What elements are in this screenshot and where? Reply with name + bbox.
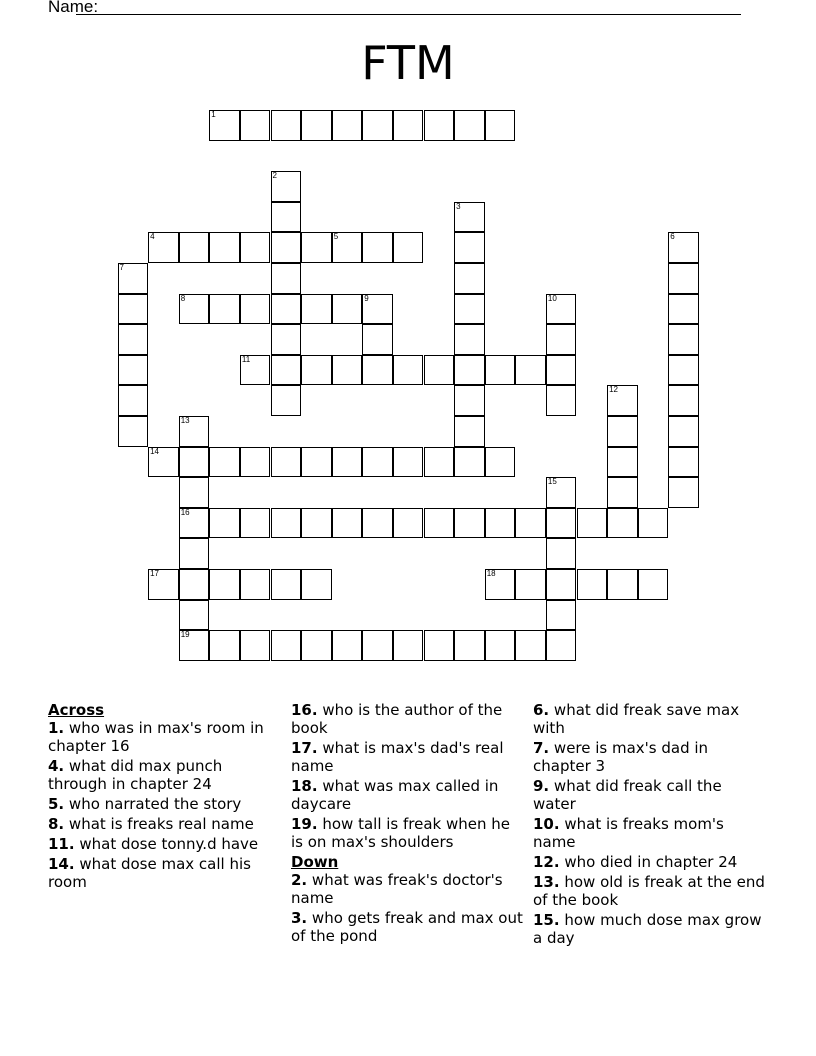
clue-text: what is freaks real name — [68, 815, 254, 833]
clue-number: 9. — [533, 777, 550, 795]
cell-number: 9 — [364, 293, 369, 303]
cell-number: 12 — [609, 385, 618, 395]
grid-cell[interactable] — [546, 508, 577, 539]
grid-cell[interactable] — [424, 447, 455, 478]
clue-item — [48, 855, 280, 891]
grid-cell[interactable] — [393, 355, 424, 386]
clue-item — [48, 795, 280, 813]
cell-number: 15 — [547, 477, 557, 487]
grid-cell[interactable] — [424, 355, 455, 386]
grid-cell[interactable] — [577, 508, 608, 539]
clue-text: who was in max's room in chapter 16 — [48, 719, 264, 755]
grid-cell[interactable] — [362, 294, 393, 325]
grid-cell[interactable] — [301, 569, 332, 600]
cell-number: 4 — [150, 232, 155, 242]
grid-cell[interactable] — [393, 630, 424, 661]
clue-number: 12. — [533, 853, 560, 871]
grid-cell[interactable] — [362, 447, 393, 478]
clue-number: 2. — [291, 871, 308, 889]
grid-cell[interactable] — [668, 232, 699, 263]
grid-cell[interactable] — [209, 447, 240, 478]
grid-cell[interactable] — [118, 416, 149, 447]
grid-cell[interactable] — [118, 324, 149, 355]
grid-cell[interactable] — [546, 385, 577, 416]
grid-cell[interactable] — [301, 294, 332, 325]
clue-text: what was freak's doctor's name — [291, 871, 503, 907]
clue-text: how much dose max grow a day — [533, 911, 762, 947]
clue-item — [291, 777, 523, 813]
clue-number: 5. — [48, 795, 65, 813]
grid-cell[interactable] — [485, 508, 516, 539]
clue-item — [291, 909, 523, 945]
clue-text: what did freak save max with — [533, 701, 740, 737]
grid-cell[interactable] — [485, 110, 516, 141]
grid-cell[interactable] — [393, 447, 424, 478]
clue-number: 19. — [291, 815, 318, 833]
grid-cell[interactable] — [271, 294, 302, 325]
grid-cell[interactable] — [668, 294, 699, 325]
grid-cell[interactable] — [179, 294, 210, 325]
grid-cell[interactable] — [179, 447, 210, 478]
clue-number: 11. — [48, 835, 75, 853]
grid-cell[interactable] — [148, 569, 179, 600]
grid-cell[interactable] — [271, 385, 302, 416]
clue-item — [291, 739, 523, 775]
grid-cell[interactable] — [118, 263, 149, 294]
grid-cell[interactable] — [179, 508, 210, 539]
grid-cell[interactable] — [393, 508, 424, 539]
grid-cell[interactable] — [454, 232, 485, 263]
grid-cell[interactable] — [209, 110, 240, 141]
grid-cell[interactable] — [393, 232, 424, 263]
grid-cell[interactable] — [179, 232, 210, 263]
clue-number: 7. — [533, 739, 550, 757]
grid-cell[interactable] — [577, 569, 608, 600]
clue-text: what did max punch through in chapter 24 — [48, 757, 223, 793]
grid-cell[interactable] — [271, 110, 302, 141]
grid-cell[interactable] — [362, 324, 393, 355]
cell-number: 11 — [241, 354, 251, 364]
grid-cell[interactable] — [240, 110, 271, 141]
grid-cell[interactable] — [209, 508, 240, 539]
clue-number: 8. — [48, 815, 65, 833]
clue-item — [48, 757, 280, 793]
grid-cell[interactable] — [240, 508, 271, 539]
clue-item — [533, 853, 765, 871]
grid-cell[interactable] — [638, 508, 669, 539]
grid-cell[interactable] — [546, 477, 577, 508]
puzzle-title: FTM — [361, 36, 455, 90]
grid-cell[interactable] — [668, 416, 699, 447]
grid-cell[interactable] — [607, 416, 638, 447]
clue-text: what was max called in daycare — [291, 777, 499, 813]
cell-number: 19 — [180, 630, 190, 640]
grid-cell[interactable] — [271, 630, 302, 661]
grid-cell[interactable] — [454, 324, 485, 355]
grid-cell[interactable] — [454, 110, 485, 141]
grid-cell[interactable] — [332, 508, 363, 539]
clue-text: what dose max call his room — [48, 855, 251, 891]
grid-cell[interactable] — [668, 447, 699, 478]
clue-text: who narrated the story — [68, 795, 242, 813]
clue-number: 6. — [533, 701, 550, 719]
clue-text: were is max's dad in chapter 3 — [533, 739, 709, 775]
grid-cell[interactable] — [515, 630, 546, 661]
clue-number: 17. — [291, 739, 318, 757]
grid-cell[interactable] — [271, 171, 302, 202]
clue-text: who gets freak and max out of the pond — [291, 909, 523, 945]
grid-cell[interactable] — [607, 477, 638, 508]
clue-number: 4. — [48, 757, 65, 775]
grid-cell[interactable] — [668, 385, 699, 416]
grid-cell[interactable] — [271, 232, 302, 263]
clue-number: 16. — [291, 701, 318, 719]
grid-cell[interactable] — [546, 569, 577, 600]
grid-cell[interactable] — [362, 355, 393, 386]
grid-cell[interactable] — [301, 508, 332, 539]
cell-number: 5 — [333, 232, 339, 242]
grid-cell[interactable] — [271, 508, 302, 539]
grid-cell[interactable] — [515, 508, 546, 539]
clue-number: 18. — [291, 777, 318, 795]
clue-text: who is the author of the book — [291, 701, 503, 737]
clue-item — [48, 815, 280, 833]
grid-cell[interactable] — [668, 477, 699, 508]
grid-cell[interactable] — [454, 355, 485, 386]
grid-cell[interactable] — [271, 447, 302, 478]
grid-cell[interactable] — [454, 202, 485, 233]
cell-number: 3 — [456, 201, 461, 211]
grid-cell[interactable] — [301, 630, 332, 661]
grid-cell[interactable] — [668, 263, 699, 294]
grid-cell[interactable] — [332, 355, 363, 386]
cell-number: 17 — [150, 569, 159, 578]
grid-cell[interactable] — [485, 447, 516, 478]
grid-cell[interactable] — [301, 447, 332, 478]
grid-cell[interactable] — [240, 355, 271, 386]
grid-cell[interactable] — [546, 324, 577, 355]
grid-cell[interactable] — [209, 569, 240, 600]
grid-cell[interactable] — [454, 294, 485, 325]
grid-cell[interactable] — [546, 355, 577, 386]
clue-heading: Across — [48, 701, 105, 719]
grid-cell[interactable] — [607, 569, 638, 600]
grid-cell[interactable] — [240, 294, 271, 325]
grid-cell[interactable] — [240, 630, 271, 661]
grid-cell[interactable] — [179, 600, 210, 631]
clue-item — [291, 815, 523, 851]
grid-cell[interactable] — [454, 416, 485, 447]
grid-cell[interactable] — [607, 385, 638, 416]
grid-cell[interactable] — [148, 447, 179, 478]
grid-cell[interactable] — [179, 630, 210, 661]
grid-cell[interactable] — [454, 508, 485, 539]
clue-item — [48, 835, 280, 853]
clue-item — [48, 719, 280, 755]
grid-cell[interactable] — [179, 538, 210, 569]
grid-cell[interactable] — [393, 110, 424, 141]
grid-cell[interactable] — [209, 232, 240, 263]
cell-number: 8 — [180, 293, 186, 303]
grid-cell[interactable] — [148, 232, 179, 263]
grid-cell[interactable] — [454, 263, 485, 294]
cell-number: 18 — [486, 569, 496, 578]
grid-cell[interactable] — [301, 232, 332, 263]
clue-text: what is max's dad's real name — [291, 739, 504, 775]
grid-cell[interactable] — [179, 416, 210, 447]
clue-number: 14. — [48, 855, 75, 873]
clue-number: 13. — [533, 873, 560, 891]
grid-cell[interactable] — [362, 508, 393, 539]
grid-cell[interactable] — [179, 477, 210, 508]
clue-text: what did freak call the water — [533, 777, 722, 813]
grid-cell[interactable] — [668, 324, 699, 355]
grid-cell[interactable] — [332, 447, 363, 478]
grid-cell[interactable] — [638, 569, 669, 600]
grid-cell[interactable] — [332, 294, 363, 325]
clue-column-1 — [48, 701, 280, 893]
clue-heading: Down — [291, 853, 339, 871]
grid-cell[interactable] — [546, 630, 577, 661]
grid-cell[interactable] — [179, 569, 210, 600]
grid-cell[interactable] — [424, 508, 455, 539]
grid-cell[interactable] — [240, 232, 271, 263]
clue-text: what dose tonny.d have — [79, 835, 259, 853]
grid-cell[interactable] — [424, 630, 455, 661]
clue-item — [291, 871, 523, 907]
grid-cell[interactable] — [454, 385, 485, 416]
clue-number: 1. — [48, 719, 65, 737]
grid-cell[interactable] — [271, 355, 302, 386]
grid-cell[interactable] — [240, 569, 271, 600]
cell-number: 6 — [670, 232, 675, 242]
grid-cell[interactable] — [118, 355, 149, 386]
clue-item — [533, 911, 765, 947]
cell-number: 10 — [547, 293, 557, 303]
grid-cell[interactable] — [301, 110, 332, 141]
grid-cell[interactable] — [515, 569, 546, 600]
grid-cell[interactable] — [607, 508, 638, 539]
grid-cell[interactable] — [515, 355, 546, 386]
cell-number: 13 — [180, 416, 190, 425]
grid-cell[interactable] — [668, 355, 699, 386]
grid-cell[interactable] — [209, 294, 240, 325]
grid-cell[interactable] — [362, 232, 393, 263]
cell-number: 1 — [211, 110, 216, 119]
cell-number: 14 — [150, 446, 159, 456]
cell-number: 16 — [180, 507, 190, 517]
clue-number: 3. — [291, 909, 308, 927]
grid-cell[interactable] — [301, 355, 332, 386]
grid-cell[interactable] — [332, 630, 363, 661]
cell-number: 7 — [119, 263, 124, 272]
clue-text: how tall is freak when he is on max's shoulders — [291, 815, 511, 851]
clue-column-2 — [291, 701, 523, 947]
clue-item — [533, 739, 765, 775]
clue-number: 15. — [533, 911, 560, 929]
grid-cell[interactable] — [424, 110, 455, 141]
grid-cell[interactable] — [271, 569, 302, 600]
clue-text: how old is freak at the end of the book — [533, 873, 765, 909]
grid-cell[interactable] — [362, 110, 393, 141]
cell-number: 2 — [272, 171, 277, 181]
clue-text: what is freaks mom's name — [533, 815, 724, 851]
grid-cell[interactable] — [271, 263, 302, 294]
grid-cell[interactable] — [332, 110, 363, 141]
grid-cell[interactable] — [118, 294, 149, 325]
grid-cell[interactable] — [454, 447, 485, 478]
clue-item — [533, 777, 765, 813]
clue-column-3 — [533, 701, 765, 949]
clue-number: 10. — [533, 815, 560, 833]
grid-cell[interactable] — [118, 385, 149, 416]
grid-cell[interactable] — [209, 630, 240, 661]
name-label: Name: — [48, 0, 99, 16]
grid-cell[interactable] — [362, 630, 393, 661]
grid-cell[interactable] — [546, 538, 577, 569]
grid-cell[interactable] — [607, 447, 638, 478]
clue-item — [291, 701, 523, 737]
grid-cell[interactable] — [485, 630, 516, 661]
grid-cell[interactable] — [271, 202, 302, 233]
grid-cell[interactable] — [271, 324, 302, 355]
grid-cell[interactable] — [546, 294, 577, 325]
grid-cell[interactable] — [332, 232, 363, 263]
clue-item — [533, 815, 765, 851]
grid-cell[interactable] — [546, 600, 577, 631]
grid-cell[interactable] — [485, 569, 516, 600]
grid-cell[interactable] — [485, 355, 516, 386]
clue-item — [533, 873, 765, 909]
clue-item — [533, 701, 765, 737]
clue-text: who died in chapter 24 — [564, 853, 738, 871]
grid-cell[interactable] — [454, 630, 485, 661]
grid-cell[interactable] — [240, 447, 271, 478]
